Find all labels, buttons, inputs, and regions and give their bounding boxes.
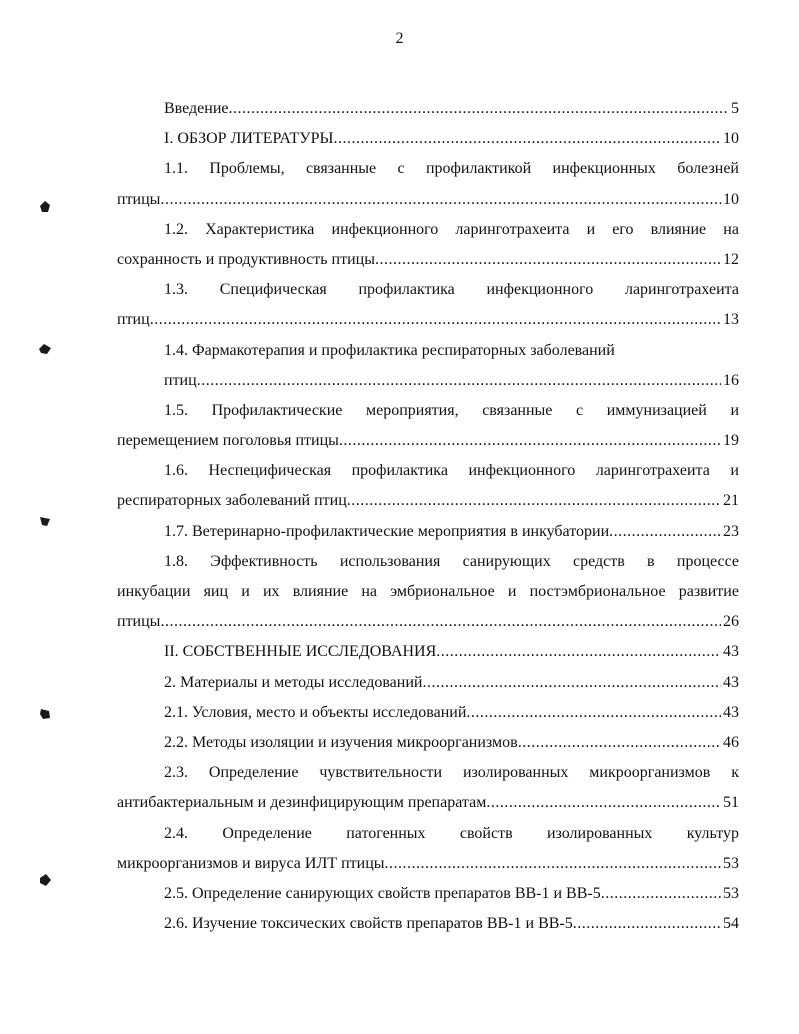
binding-hole-mark-icon [38, 873, 52, 887]
toc-entry-line[interactable]: 1.8. Эффективность использования санирующих средств в процессе [164, 552, 739, 570]
toc-entry-line[interactable]: 1.3. Специфическая профилактика инфекционного ларинготрахеита [164, 281, 739, 299]
binding-hole-mark-icon [38, 200, 52, 214]
toc-entry-line[interactable]: инкубации яиц и их влияние на эмбриональное и постэмбриональное развитие [117, 583, 739, 600]
table-of-contents [117, 97, 739, 942]
binding-hole-mark-icon [38, 342, 52, 356]
toc-entry-line[interactable]: птицы ..... 10 [117, 188, 739, 218]
toc-entry-line[interactable]: перемещением поголовья птицы ..... 19 [117, 429, 739, 459]
page-number: 2 [395, 30, 404, 47]
binding-hole-mark-icon [38, 514, 52, 528]
toc-entry-line[interactable]: птицы ..... 26 [117, 610, 739, 640]
toc-entry[interactable]: 1.7. Ветеринарно-профилактические мероприятия в инкубатории ..... 23 [117, 520, 739, 550]
toc-entry[interactable]: II. СОБСТВЕННЫЕ ИССЛЕДОВАНИЯ ..... 43 [117, 640, 739, 670]
toc-entry-line[interactable]: сохранность и продуктивность птицы ..... 12 [117, 248, 739, 278]
toc-entry-line[interactable]: птиц ..... 13 [117, 308, 739, 338]
toc-entry[interactable]: 2.1. Условия, место и объекты исследований ..... 43 [117, 701, 739, 731]
toc-entry-line[interactable]: 1.6. Неспецифическая профилактика инфекционного ларинготрахеита и [164, 462, 739, 480]
toc-entry[interactable]: Введение ..... 5 [117, 97, 739, 127]
toc-entry-line[interactable]: 1.4. Фармакотерапия и профилактика респираторных заболеваний [164, 341, 615, 359]
toc-entry[interactable]: 2. Материалы и методы исследований ..... 43 [117, 671, 739, 701]
toc-entry-line[interactable]: микроорганизмов и вируса ИЛТ птицы ..... 53 [117, 852, 739, 882]
toc-entry-line[interactable]: антибактериальным и дезинфицирующим препаратам ..... 51 [117, 791, 739, 821]
toc-entry-line[interactable]: 2.3. Определение чувствительности изолированных микроорганизмов к [164, 764, 739, 782]
toc-entry[interactable]: 2.2. Методы изоляции и изучения микроорганизмов ..... 46 [117, 731, 739, 761]
toc-entry-line[interactable]: респираторных заболеваний птиц ..... 21 [117, 489, 739, 519]
toc-entry-line[interactable]: 2.4. Определение патогенных свойств изолированных культур [164, 824, 739, 842]
binding-hole-mark-icon [38, 707, 52, 721]
toc-entry[interactable]: 2.5. Определение санирующих свойств препаратов ВВ-1 и ВВ-5 ..... 53 [117, 882, 739, 912]
toc-entry[interactable]: 2.6. Изучение токсических свойств препаратов ВВ-1 и ВВ-5 ..... 54 [117, 912, 739, 942]
toc-entry-line[interactable]: 1.5. Профилактические мероприятия, связанные с иммунизацией и [164, 401, 739, 419]
toc-entry[interactable]: I. ОБЗОР ЛИТЕРАТУРЫ ..... 10 [117, 127, 739, 157]
toc-entry-line[interactable]: 1.1. Проблемы, связанные с профилактикой инфекционных болезней [164, 160, 739, 178]
toc-entry-line[interactable]: 1.2. Характеристика инфекционного ларинготрахеита и его влияние на [164, 220, 739, 238]
toc-entry-line[interactable]: птиц ..... 16 [117, 369, 739, 399]
